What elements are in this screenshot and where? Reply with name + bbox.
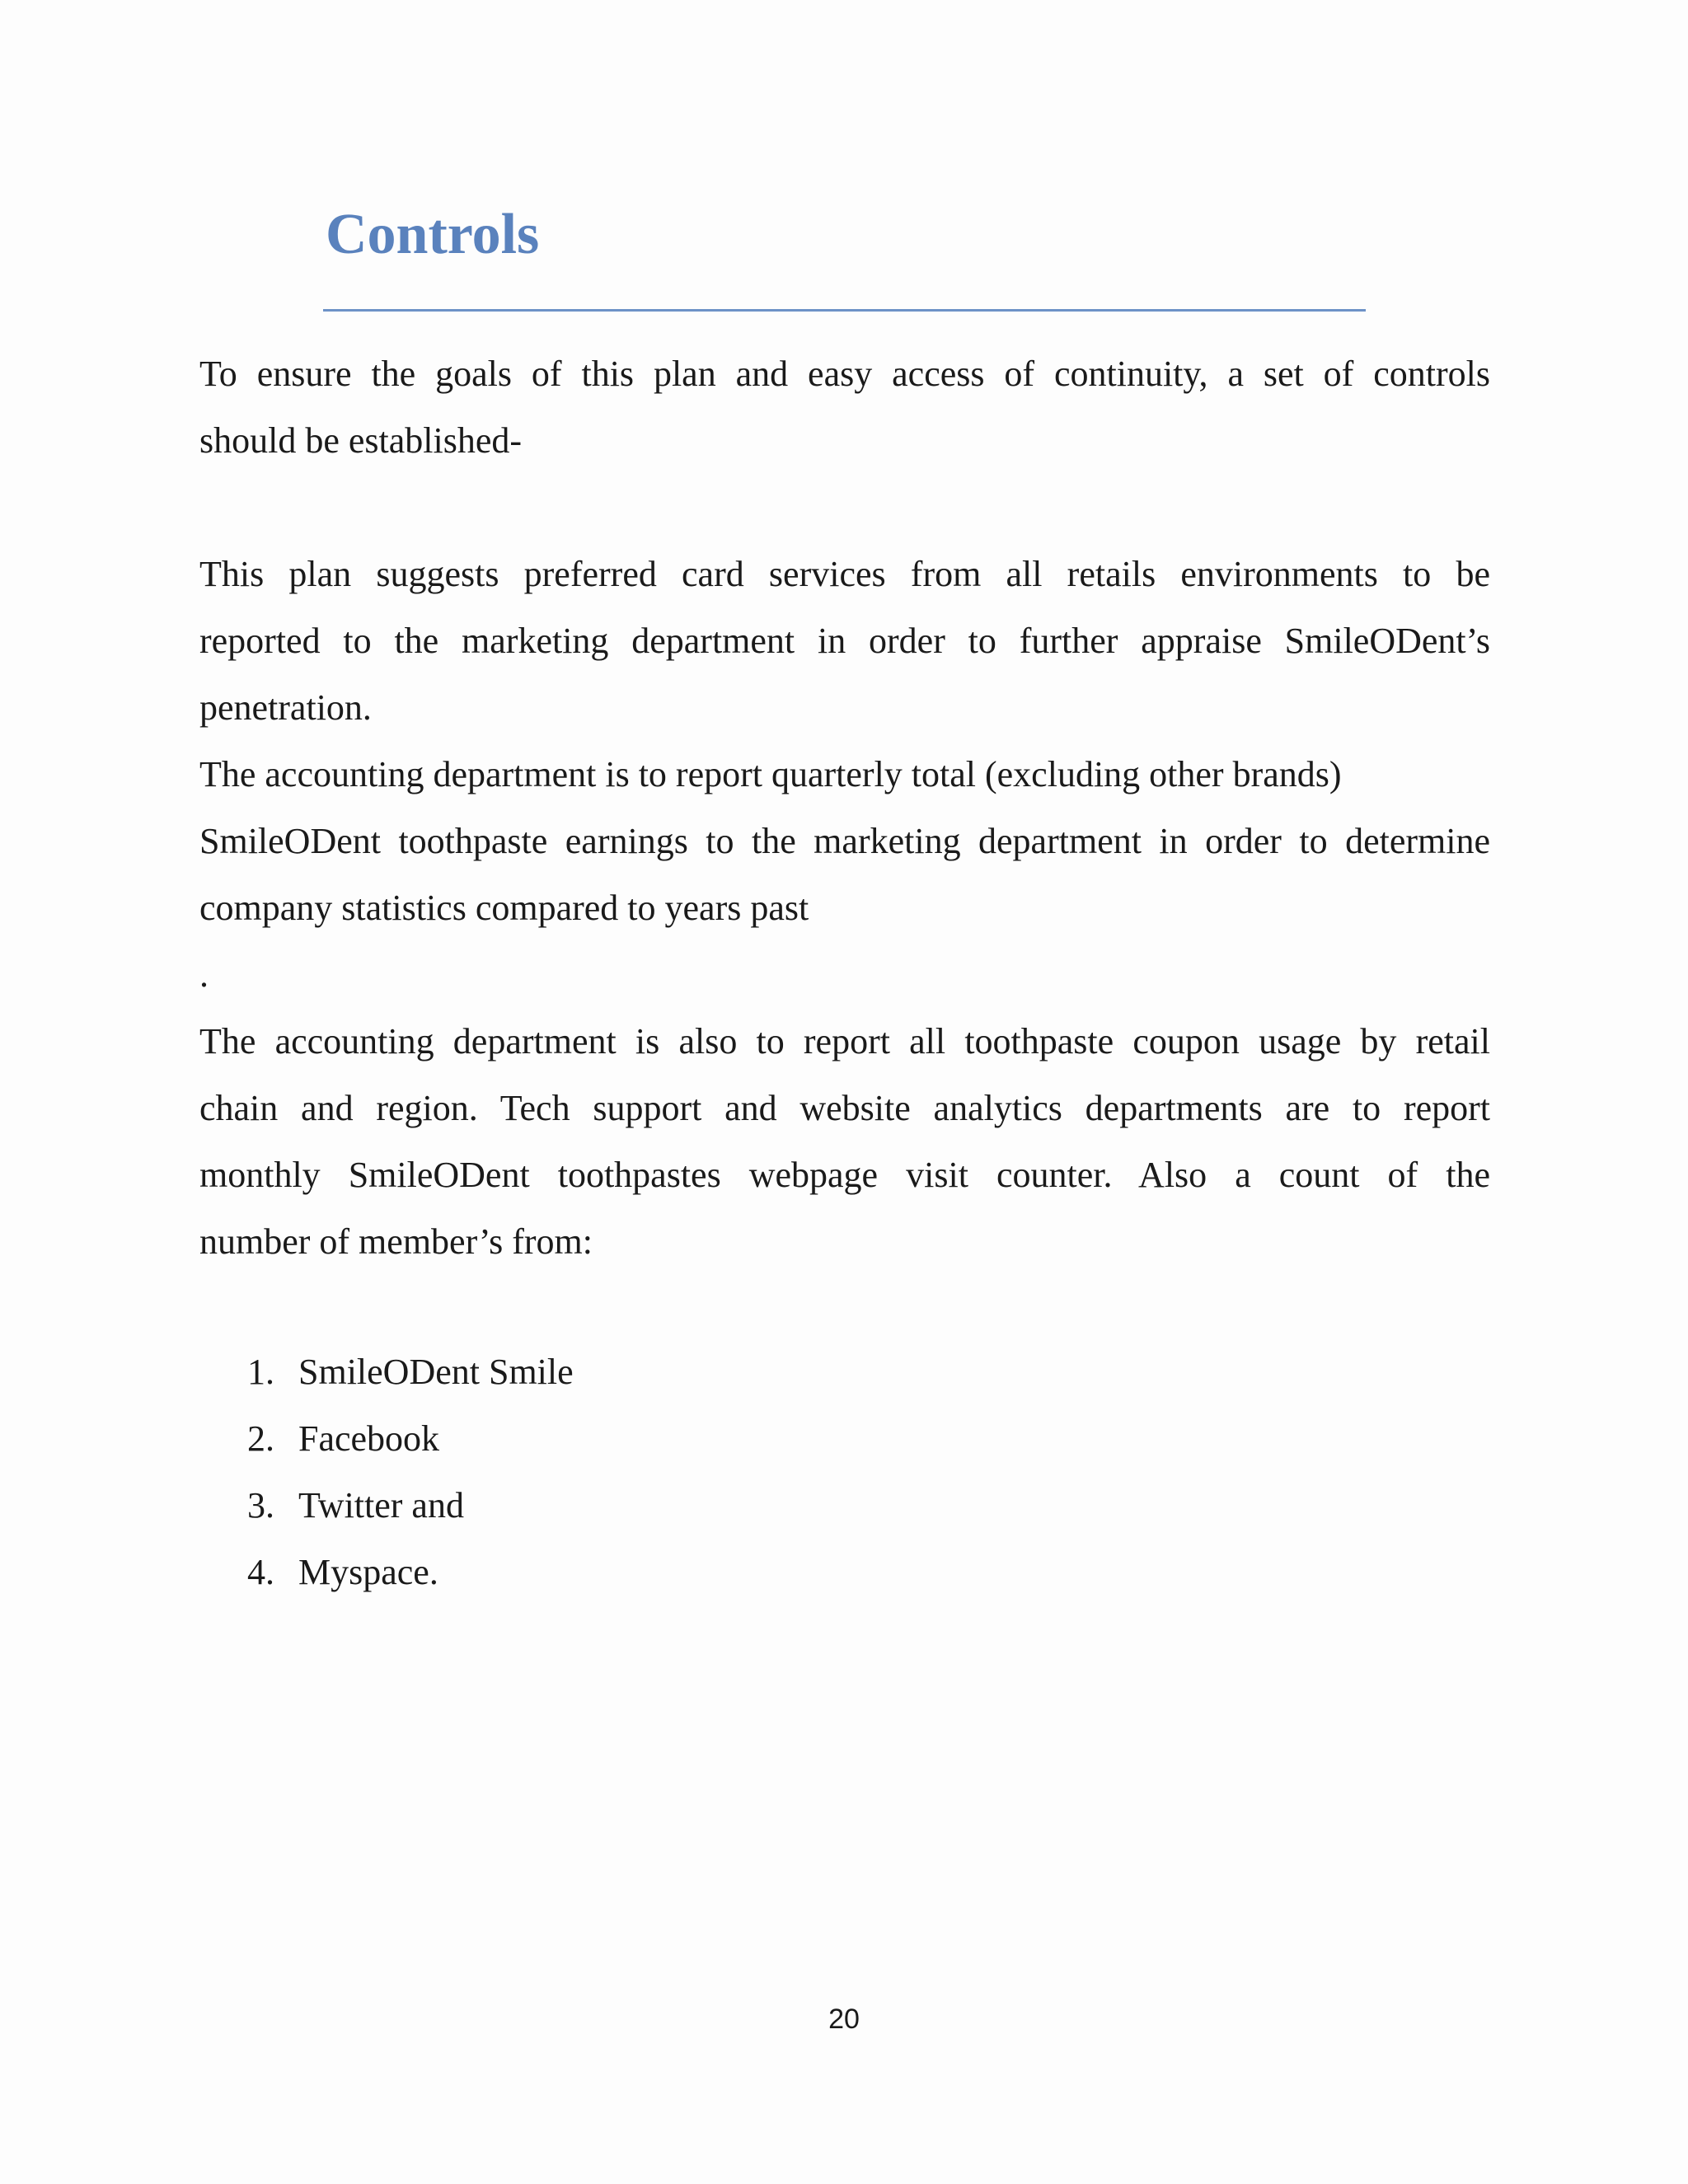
text-line: The accounting department is to report quarterly total (excluding other brands) [199,754,1342,794]
list-item [247,1338,574,1405]
text-line: To ensure the goals of this plan and easy access of continuity, a set of controls [199,354,1490,394]
heading-underline [323,309,1366,312]
list-item [247,1472,574,1539]
list-item-text: Facebook [298,1418,440,1459]
text-line: should be established- [199,420,523,461]
list-item-text: SmileODent Smile [298,1352,574,1392]
text-line: The accounting department is also to report all toothpaste coupon usage by retail [199,1021,1490,1062]
section-heading: Controls [326,203,540,266]
list-item [247,1405,574,1472]
list-item-number: 2. [247,1418,274,1459]
text-line: penetration. [199,687,372,728]
member-source-list [247,1338,574,1605]
text-line: monthly SmileODent toothpastes webpage visit counter. Also a count of the [199,1155,1490,1195]
list-item [247,1539,574,1605]
text-line: This plan suggests preferred card services from all retails environments to be [199,554,1490,594]
paragraph-analytics [199,1008,1490,1275]
list-item-text: Twitter and [298,1485,464,1526]
text-line: chain and region. Tech support and website analytics departments are to report [199,1088,1490,1128]
text-line: . [199,954,209,995]
page-number: 20 [828,2004,860,2035]
text-line: SmileODent toothpaste earnings to the marketing department in order to determine [199,821,1490,861]
list-item-number: 4. [247,1552,274,1592]
list-item-number: 1. [247,1352,274,1392]
list-item-number: 3. [247,1485,274,1526]
text-line: company statistics compared to years past [199,888,809,928]
paragraph-intro [199,340,1490,474]
paragraph-reporting [199,541,1490,1008]
text-line: reported to the marketing department in order to further appraise SmileODent’s [199,621,1490,661]
text-line: number of member’s from: [199,1221,593,1262]
list-item-text: Myspace. [298,1552,438,1592]
